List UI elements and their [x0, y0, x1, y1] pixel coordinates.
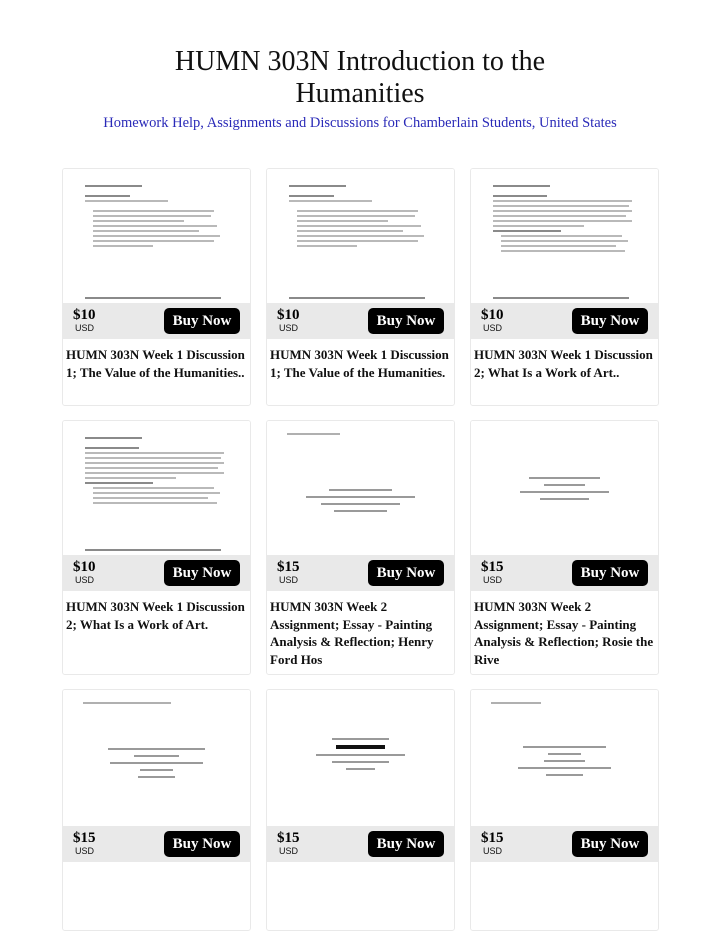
document-preview[interactable] — [471, 690, 658, 826]
product-card[interactable] — [266, 689, 455, 931]
page-header — [0, 0, 720, 132]
product-card[interactable] — [470, 689, 659, 931]
product-card[interactable] — [470, 168, 659, 406]
document-preview[interactable] — [267, 169, 454, 303]
buy-now-button[interactable]: Buy Now — [368, 560, 444, 586]
product-card[interactable] — [470, 420, 659, 675]
product-title[interactable]: HUMN 303N Week 1 Discussion 2; What Is a Work of Art.. — [474, 347, 653, 380]
buy-now-button[interactable]: Buy Now — [164, 560, 240, 586]
document-preview[interactable] — [63, 169, 250, 303]
buy-now-button[interactable]: Buy Now — [368, 831, 444, 857]
currency: USD — [75, 846, 95, 856]
price: $10 — [277, 307, 300, 323]
product-title[interactable]: HUMN 303N Week 1 Discussion 1; The Value of the Humanities. — [270, 347, 449, 380]
currency: USD — [279, 323, 299, 333]
buy-now-button[interactable]: Buy Now — [368, 308, 444, 334]
currency: USD — [483, 323, 503, 333]
product-card[interactable] — [266, 420, 455, 675]
currency: USD — [483, 575, 503, 585]
buy-now-button[interactable]: Buy Now — [572, 560, 648, 586]
document-preview[interactable] — [267, 690, 454, 826]
buy-bar — [471, 303, 658, 339]
price: $15 — [73, 830, 96, 846]
page-subtitle: Homework Help, Assignments and Discussions for Chamberlain Students, United States — [103, 115, 617, 131]
buy-bar — [63, 303, 250, 339]
currency: USD — [279, 846, 299, 856]
price: $15 — [277, 559, 300, 575]
document-preview[interactable] — [63, 421, 250, 555]
price: $15 — [481, 830, 504, 846]
buy-bar — [267, 303, 454, 339]
buy-bar — [471, 826, 658, 862]
product-card[interactable] — [62, 689, 251, 931]
buy-now-button[interactable]: Buy Now — [572, 831, 648, 857]
currency: USD — [483, 846, 503, 856]
buy-bar — [267, 826, 454, 862]
product-card[interactable] — [62, 420, 251, 675]
document-preview[interactable] — [471, 169, 658, 303]
buy-now-button[interactable]: Buy Now — [164, 831, 240, 857]
buy-bar — [63, 826, 250, 862]
document-preview[interactable] — [267, 421, 454, 555]
price: $10 — [73, 559, 96, 575]
buy-bar — [471, 555, 658, 591]
buy-now-button[interactable]: Buy Now — [164, 308, 240, 334]
price: $15 — [481, 559, 504, 575]
price: $10 — [73, 307, 96, 323]
product-title[interactable]: HUMN 303N Week 2 Assignment; Essay - Painting Analysis & Reflection; Rosie the Rive — [474, 599, 654, 667]
page-title: HUMN 303N Introduction to the Humanities — [174, 46, 546, 109]
buy-bar — [63, 555, 250, 591]
price: $10 — [481, 307, 504, 323]
product-title[interactable]: HUMN 303N Week 1 Discussion 1; The Value of the Humanities.. — [66, 347, 245, 380]
currency: USD — [75, 575, 95, 585]
document-preview[interactable] — [471, 421, 658, 555]
product-card[interactable] — [266, 168, 455, 406]
currency: USD — [75, 323, 95, 333]
buy-bar — [267, 555, 454, 591]
buy-now-button[interactable]: Buy Now — [572, 308, 648, 334]
product-card[interactable] — [62, 168, 251, 406]
document-preview[interactable] — [63, 690, 250, 826]
price: $15 — [277, 830, 300, 846]
product-title[interactable]: HUMN 303N Week 1 Discussion 2; What Is a Work of Art. — [66, 599, 245, 632]
product-title[interactable]: HUMN 303N Week 2 Assignment; Essay - Painting Analysis & Reflection; Henry Ford Hos — [270, 599, 434, 667]
currency: USD — [279, 575, 299, 585]
